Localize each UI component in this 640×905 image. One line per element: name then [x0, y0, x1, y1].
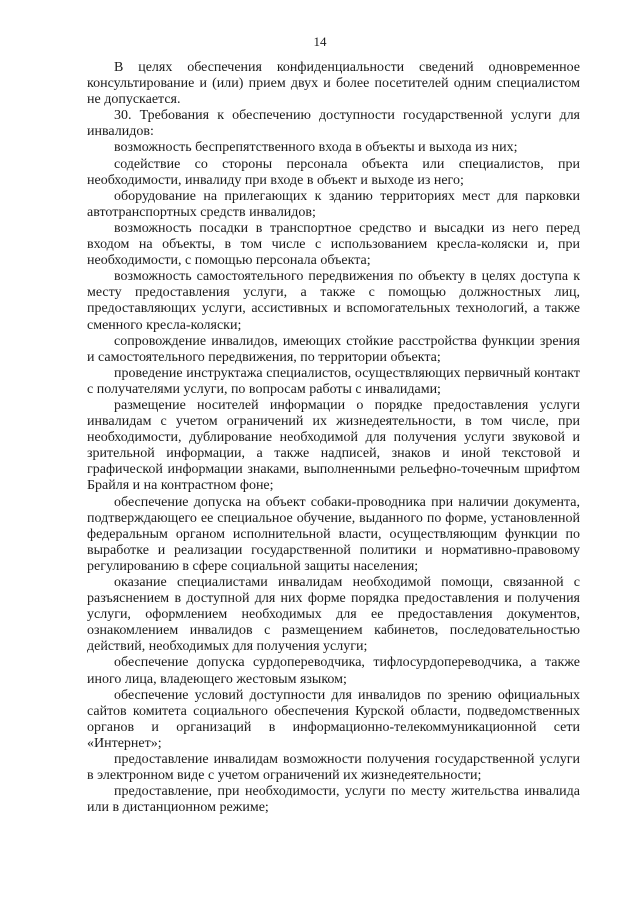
paragraph-information-media: размещение носителей информации о порядке предоставления услуги инвалидам с учетом ограничений их жизнедеятельности, в том числе, при необходимости, дублирование необходимой для получения услуги звуковой и зрительной информации, а также надписей, знаков и иной текстовой и графической информации знаками, выполненными рельефно-точечным шрифтом Брайля и на контрастном фоне;: [87, 397, 580, 494]
document-body: [87, 60, 580, 816]
paragraph-escort: сопровождение инвалидов, имеющих стойкие расстройства функции зрения и самостоятельного передвижения, по территории объекта;: [87, 333, 580, 365]
paragraph-guide-dog: обеспечение допуска на объект собаки-проводника при наличии документа, подтверждающего ее специальное обучение, выданного по форме, установленной федеральным органом исполнительной власти, осуществляющим функции по выработке и реализации государственной политики и нормативно-правовому регулированию в сфере социальной защиты населения;: [87, 494, 580, 574]
paragraph-parking: оборудование на прилегающих к зданию территориях мест для парковки автотранспортных средств инвалидов;: [87, 188, 580, 220]
paragraph-free-entry: возможность беспрепятственного входа в объекты и выхода из них;: [114, 140, 518, 156]
paragraph-independent-movement: возможность самостоятельного передвижения по объекту в целях доступа к месту предоставления услуги, а также с помощью должностных лиц, предоставляющих услуги, ассистивных и вспомогательных технологий, а также сменного кресла-коляски;: [87, 269, 580, 333]
paragraph-electronic-service: предоставление инвалидам возможности получения государственной услуги в электронном виде с учетом ограничений их жизнедеятельности;: [87, 752, 580, 784]
paragraph-staff-assistance: содействие со стороны персонала объекта или специалистов, при необходимости, инвалиду при входе в объект и выходе из него;: [87, 156, 580, 188]
paragraph-staff-briefing: проведение инструктажа специалистов, осуществляющих первичный контакт с получателями услуги, по вопросам работы с инвалидами;: [87, 365, 580, 397]
paragraph-specialist-help: оказание специалистами инвалидам необходимой помощи, связанной с разъяснением в доступной для них форме порядка предоставления и получения услуги, оформлением необходимых для ее предоставления документов, ознакомлением инвалидов с размещением кабинетов, последовательностью действий, необходимых для получения услуги;: [87, 575, 580, 655]
paragraph-confidentiality: В целях обеспечения конфиденциальности сведений одновременное консультирование и (или) прием двух и более посетителей одним специалистом не допускается.: [87, 60, 580, 108]
paragraph-sign-interpreter: обеспечение допуска сурдопереводчика, тифлосурдопереводчика, а также иного лица, владеющего жестовым языком;: [87, 655, 580, 687]
paragraph-vehicle-boarding: возможность посадки в транспортное средство и высадки из него перед входом на объекты, в том числе с использованием кресла-коляски и, при необходимости, с помощью персонала объекта;: [87, 220, 580, 269]
paragraph-remote-service: предоставление, при необходимости, услуги по месту жительства инвалида или в дистанционном режиме;: [87, 784, 580, 816]
paragraph-website-accessibility: обеспечение условий доступности для инвалидов по зрению официальных сайтов комитета социального обеспечения Курской области, подведомственных органов и организаций в информационно-телекоммуникационной сети «Интернет»;: [87, 687, 580, 751]
page-number: 14: [313, 34, 327, 49]
paragraph-section-30-heading: 30. Требования к обеспечению доступности государственной услуги для инвалидов:: [87, 108, 580, 140]
